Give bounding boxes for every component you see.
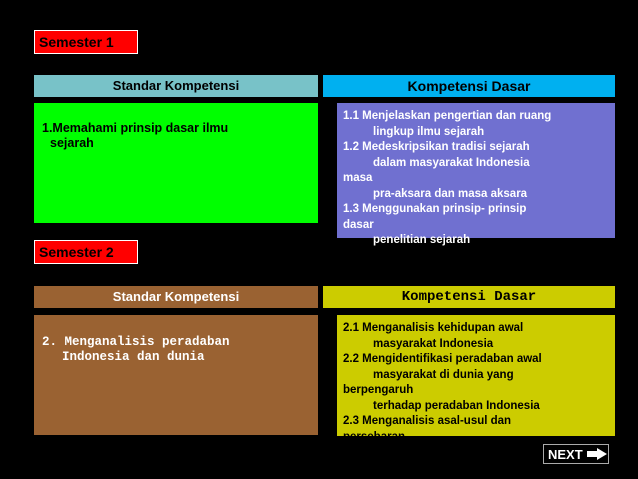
kd-line: 1.3 Menggunakan prinsip- prinsip (343, 203, 527, 215)
semester-2-sk-box (34, 315, 318, 435)
kd-line: 2.2 Mengidentifikasi peradaban awal (343, 353, 542, 365)
semester-1-sk-box (34, 103, 318, 223)
right-arrow-icon (587, 448, 607, 460)
kd-header-text: Kompetensi Dasar (407, 78, 531, 94)
kd-line: lingkup ilmu sejarah (373, 125, 485, 138)
kd-line: masyarakat Indonesia (373, 337, 494, 350)
kd-line: pra-aksara dan masa aksara (373, 187, 528, 200)
kd-line: 2.3 Menganalisis asal-usul dan (343, 415, 512, 427)
sk-line: 1.Memahami prinsip dasar ilmu (42, 121, 229, 135)
sk-header-text: Standar Kompetensi (112, 289, 240, 304)
kd-line: terhadap peradaban Indonesia (373, 399, 540, 412)
semester-2-kd-box (337, 315, 615, 443)
kd-line: persebaran (343, 430, 406, 443)
sk-header-text: Standar Kompetensi (112, 78, 240, 93)
semester-1-label: Semester 1 (34, 30, 138, 54)
kd-line: dasar (343, 218, 374, 231)
kd-line: penelitian sejarah (373, 234, 471, 246)
next-button[interactable] (543, 444, 609, 464)
sk-line: 2. Menganalisis peradaban (42, 335, 230, 349)
kd-line: 1.1 Menjelaskan pengertian dan ruang (343, 110, 552, 122)
kd-line: masyarakat di dunia yang (373, 368, 514, 381)
semester-2-kd-header (323, 286, 615, 308)
kd-line: berpengaruh (343, 384, 414, 396)
semester-1-kd-box (337, 103, 615, 246)
kd-header-text: Kompetensi Dasar (401, 289, 537, 305)
kd-line: 1.2 Medeskripsikan tradisi sejarah (343, 141, 530, 153)
semester-2-sk-header (34, 286, 318, 308)
kd-line: masa (343, 172, 373, 184)
kd-line: dalam masyarakat Indonesia (373, 156, 530, 169)
semester-1-sk-header (34, 75, 318, 97)
sk-line: sejarah (50, 136, 94, 150)
semester-1-kd-header (323, 75, 615, 97)
sk-line: Indonesia dan dunia (62, 350, 205, 364)
kd-line: 2.1 Menganalisis kehidupan awal (343, 322, 524, 334)
next-label: NEXT (548, 446, 583, 462)
semester-2-label: Semester 2 (34, 240, 138, 264)
